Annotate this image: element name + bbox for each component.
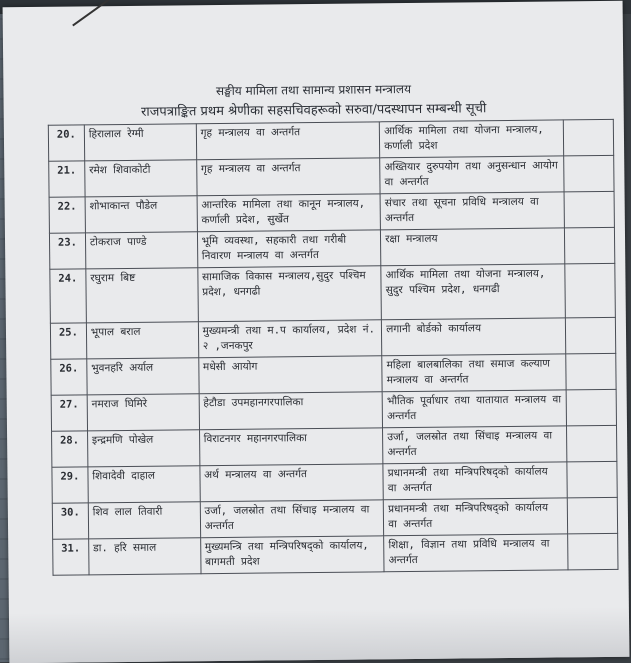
- table-row: [51, 353, 616, 395]
- transfer-table: [48, 119, 619, 576]
- current-posting: सामाजिक विकास मन्त्रालय,सुदुर पश्चिम प्रदेश, धनगढी: [197, 266, 381, 322]
- row-number: 28.: [52, 431, 88, 467]
- table-row: [51, 389, 616, 431]
- document-sheet: [3, 1, 630, 663]
- row-number: 20.: [48, 125, 84, 161]
- table-row: [50, 263, 616, 323]
- new-posting: रक्षा मन्त्रालय: [381, 228, 565, 266]
- table-row: [52, 461, 617, 503]
- row-number: 23.: [49, 233, 85, 269]
- row-number: 29.: [52, 467, 88, 503]
- blank-cell: [563, 119, 614, 156]
- row-number: 31.: [53, 539, 89, 575]
- blank-cell: [567, 533, 618, 570]
- blank-cell: [565, 263, 616, 318]
- blank-cell: [566, 425, 617, 462]
- blank-cell: [566, 389, 617, 426]
- officer-name: शिव लाल तिवारी: [88, 502, 200, 539]
- row-number: 30.: [52, 503, 88, 539]
- current-posting: मुख्यमन्त्रि तथा मन्त्रिपरिषद्को कार्यालय, बागमती प्रदेश: [200, 536, 384, 574]
- row-number: 21.: [49, 161, 85, 197]
- new-posting: संचार तथा सूचना प्रविधि मन्त्रालय वा अन्तर्गत: [380, 192, 564, 230]
- current-posting: मुख्यमन्त्री तथा म.प कार्यालय, प्रदेश नं. २ ,जनकपुर: [198, 320, 382, 358]
- new-posting: उर्जा, जलस्रोत तथा सिंचाइ मन्त्रालय वा अन्तर्गत: [383, 426, 567, 464]
- officer-name: रमेश शिवाकोटी: [85, 160, 197, 197]
- blank-cell: [564, 227, 615, 264]
- table-row: [49, 191, 614, 233]
- officer-name: डा. हरि समाल: [89, 538, 201, 575]
- new-posting: भौतिक पूर्वाधार तथा यातायात मन्त्रालय वा अन्तर्गत: [382, 390, 566, 428]
- officer-name: रघुराम बिष्ट: [86, 268, 198, 323]
- current-posting: हेटौडा उपमहानगरपालिका: [199, 392, 383, 430]
- officer-name: शोभाकान्त पौडेल: [85, 196, 197, 233]
- officer-name: हिरालाल रेग्मी: [84, 124, 196, 161]
- current-posting: भूमि व्यवस्था, सहकारी तथा गरीबी निवारण मन्त्रालय वा अन्तर्गत: [197, 230, 381, 268]
- new-posting: प्रधानमन्त्री तथा मन्त्रिपरिषद्को कार्यालय वा अन्तर्गत: [383, 498, 567, 536]
- table-row: [53, 533, 618, 575]
- table-row: [48, 119, 613, 161]
- blank-cell: [564, 191, 615, 228]
- document-title-ministry: सङ्घीय मामिला तथा सामान्य प्रशासन मन्त्रालय: [215, 81, 412, 99]
- new-posting: महिला बालबालिका तथा समाज कल्याण मन्त्रालय वा अन्तर्गत: [382, 354, 566, 392]
- officer-name: भुवनहरि अर्याल: [87, 358, 199, 395]
- officer-name: टोकराज पाण्डे: [85, 232, 197, 269]
- officer-name: नमराज घिमिरे: [87, 394, 199, 431]
- row-number: 24.: [50, 269, 86, 323]
- new-posting: लगानी बोर्डको कार्यालय: [382, 318, 566, 356]
- current-posting: उर्जा, जलस्रोत तथा सिंचाइ मन्त्रालय वा अन्तर्गत: [200, 500, 384, 538]
- new-posting: प्रधानमन्त्री तथा मन्त्रिपरिषद्को कार्यालय वा अन्तर्गत: [383, 462, 567, 500]
- blank-cell: [567, 497, 618, 534]
- officer-name: शिवादेवी दाहाल: [88, 466, 200, 503]
- current-posting: अर्थ मन्त्रालय वा अन्तर्गत: [200, 464, 384, 502]
- table-row: [50, 317, 615, 359]
- current-posting: गृह मन्त्रालय वा अन्तर्गत: [196, 158, 380, 196]
- table-row: [49, 227, 614, 269]
- blank-cell: [563, 155, 614, 192]
- row-number: 25.: [50, 323, 86, 359]
- table-row: [49, 155, 614, 197]
- blank-cell: [565, 317, 616, 354]
- new-posting: आर्थिक मामिला तथा योजना मन्त्रालय, सुदुर पश्चिम प्रदेश, धनगढी: [381, 264, 565, 320]
- current-posting: मधेसी आयोग: [198, 356, 382, 394]
- page-shadow: [9, 607, 629, 663]
- new-posting: आर्थिक मामिला तथा योजना मन्त्रालय, कर्णाली प्रदेश: [379, 120, 563, 158]
- row-number: 26.: [51, 359, 87, 395]
- table-row: [52, 497, 617, 539]
- current-posting: विराटनगर महानगरपालिका: [199, 428, 383, 466]
- row-number: 27.: [51, 395, 87, 431]
- officer-name: भूपाल बराल: [86, 322, 198, 359]
- new-posting: शिक्षा, विज्ञान तथा प्रविधि मन्त्रालय वा अन्तर्गत: [384, 534, 568, 572]
- blank-cell: [565, 353, 616, 390]
- row-number: 22.: [49, 197, 85, 233]
- current-posting: आन्तरिक मामिला तथा कानून मन्त्रालय, कर्णाली प्रदेश, सुर्खेत: [197, 194, 381, 232]
- blank-cell: [567, 461, 618, 498]
- new-posting: अख्तियार दुरुपयोग तथा अनुसन्धान आयोग वा अन्तर्गत: [380, 156, 564, 194]
- current-posting: गृह मन्त्रालय वा अन्तर्गत: [196, 122, 380, 160]
- document-title-list: राजपत्राङ्कित प्रथम श्रेणीका सहसचिवहरूको सरुवा/पदस्थापन सम्बन्धी सूची: [140, 101, 487, 120]
- table-row: [52, 425, 617, 467]
- officer-name: इन्द्रमणि पोखेल: [87, 430, 199, 467]
